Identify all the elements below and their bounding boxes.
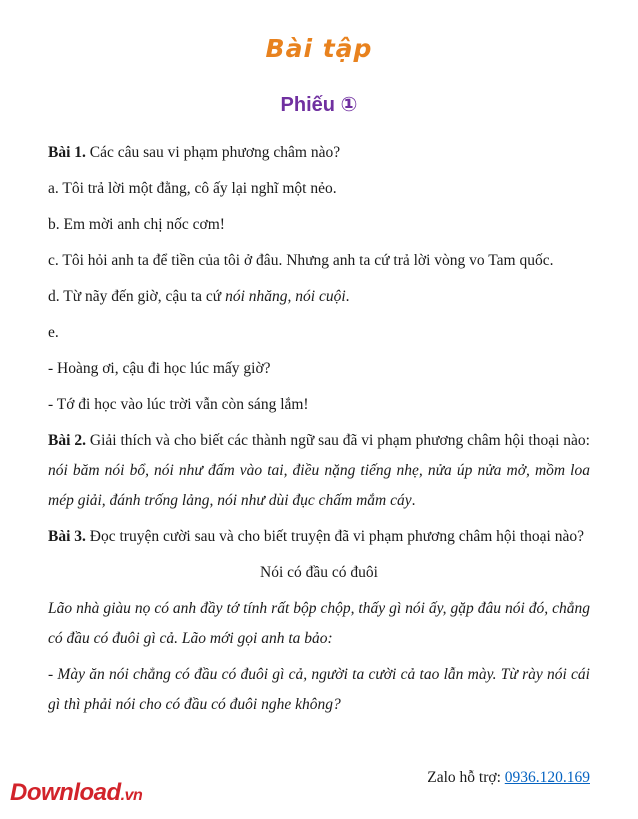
logo-word: Download	[10, 779, 121, 806]
exercise-1-item-c: c. Tôi hỏi anh ta để tiền của tôi ở đâu. Nhưng anh ta cứ trả lời vòng vo Tam quốc.	[48, 252, 554, 269]
zalo-support-line	[427, 769, 590, 788]
downloadvn-logo	[10, 781, 142, 805]
item-d-text: d. Từ nãy đến giờ, cậu ta cứ	[48, 288, 226, 305]
item-d-period: .	[345, 288, 350, 305]
zalo-support-label: Zalo hỗ trợ:	[427, 769, 505, 787]
exercise-1-heading	[48, 138, 590, 168]
exercise-2-idioms: nói băm nói bổ, nói như đấm vào tai, điều nặng tiếng nhẹ, nửa úp nửa mở, mồm loa mép giải, đánh trống lảng, nói như dùi đục chấm mắm cáy	[48, 462, 590, 509]
sheet-heading: Phiếu ①	[280, 94, 358, 116]
document-body	[48, 138, 590, 720]
exercise-1-prompt: Các câu sau vi phạm phương châm nào?	[85, 144, 341, 161]
item-d-idiom: nói nhăng, nói cuội	[225, 288, 346, 305]
exercise-1-dialog-line-2: - Tớ đi học vào lúc trời vẫn còn sáng lắm!	[48, 396, 309, 413]
exercise-1-label: Bài 1.	[48, 144, 86, 161]
exercise-1-dialog-line-1: - Hoàng ơi, cậu đi học lúc mấy giờ?	[48, 360, 271, 377]
exercise-1-item-a: a. Tôi trả lời một đằng, cô ấy lại nghĩ một nẻo.	[48, 180, 337, 197]
zalo-phone-link[interactable]: 0936.120.169	[504, 769, 590, 787]
page-title: Bài tập	[265, 34, 373, 63]
exercise-2-period: .	[411, 492, 416, 509]
exercise-2-heading	[48, 426, 590, 516]
exercise-3-label: Bài 3.	[48, 528, 86, 545]
exercise-2-prompt: Giải thích và cho biết các thành ngữ sau đã vi phạm phương châm hội thoại nào:	[85, 432, 590, 449]
story-paragraph-1: Lão nhà giàu nọ có anh đầy tớ tính rất bộp chộp, thấy gì nói ấy, gặp đâu nói đó, chẳng có đầu có đuôi gì cả. Lão mới gọi anh ta bảo:	[48, 600, 590, 647]
exercise-1-item-e: e.	[48, 324, 59, 341]
story-paragraph-2: - Mày ăn nói chẳng có đầu có đuôi gì cả, người ta cười cả tao lẫn mày. Từ rày nói cái gì thì phải nói cho có đầu có đuôi nghe không?	[48, 666, 590, 713]
exercise-1-item-b: b. Em mời anh chị nốc cơm!	[48, 216, 225, 233]
exercise-2-label: Bài 2.	[48, 432, 86, 449]
story-title: Nói có đầu có đuôi	[260, 564, 378, 581]
page-footer	[0, 757, 638, 819]
exercise-3-heading	[48, 522, 590, 552]
exercise-1-item-d	[48, 282, 590, 312]
logo-domain-suffix: .vn	[120, 787, 143, 804]
exercise-3-prompt: Đọc truyện cười sau và cho biết truyện đã vi phạm phương châm hội thoại nào?	[85, 528, 584, 545]
